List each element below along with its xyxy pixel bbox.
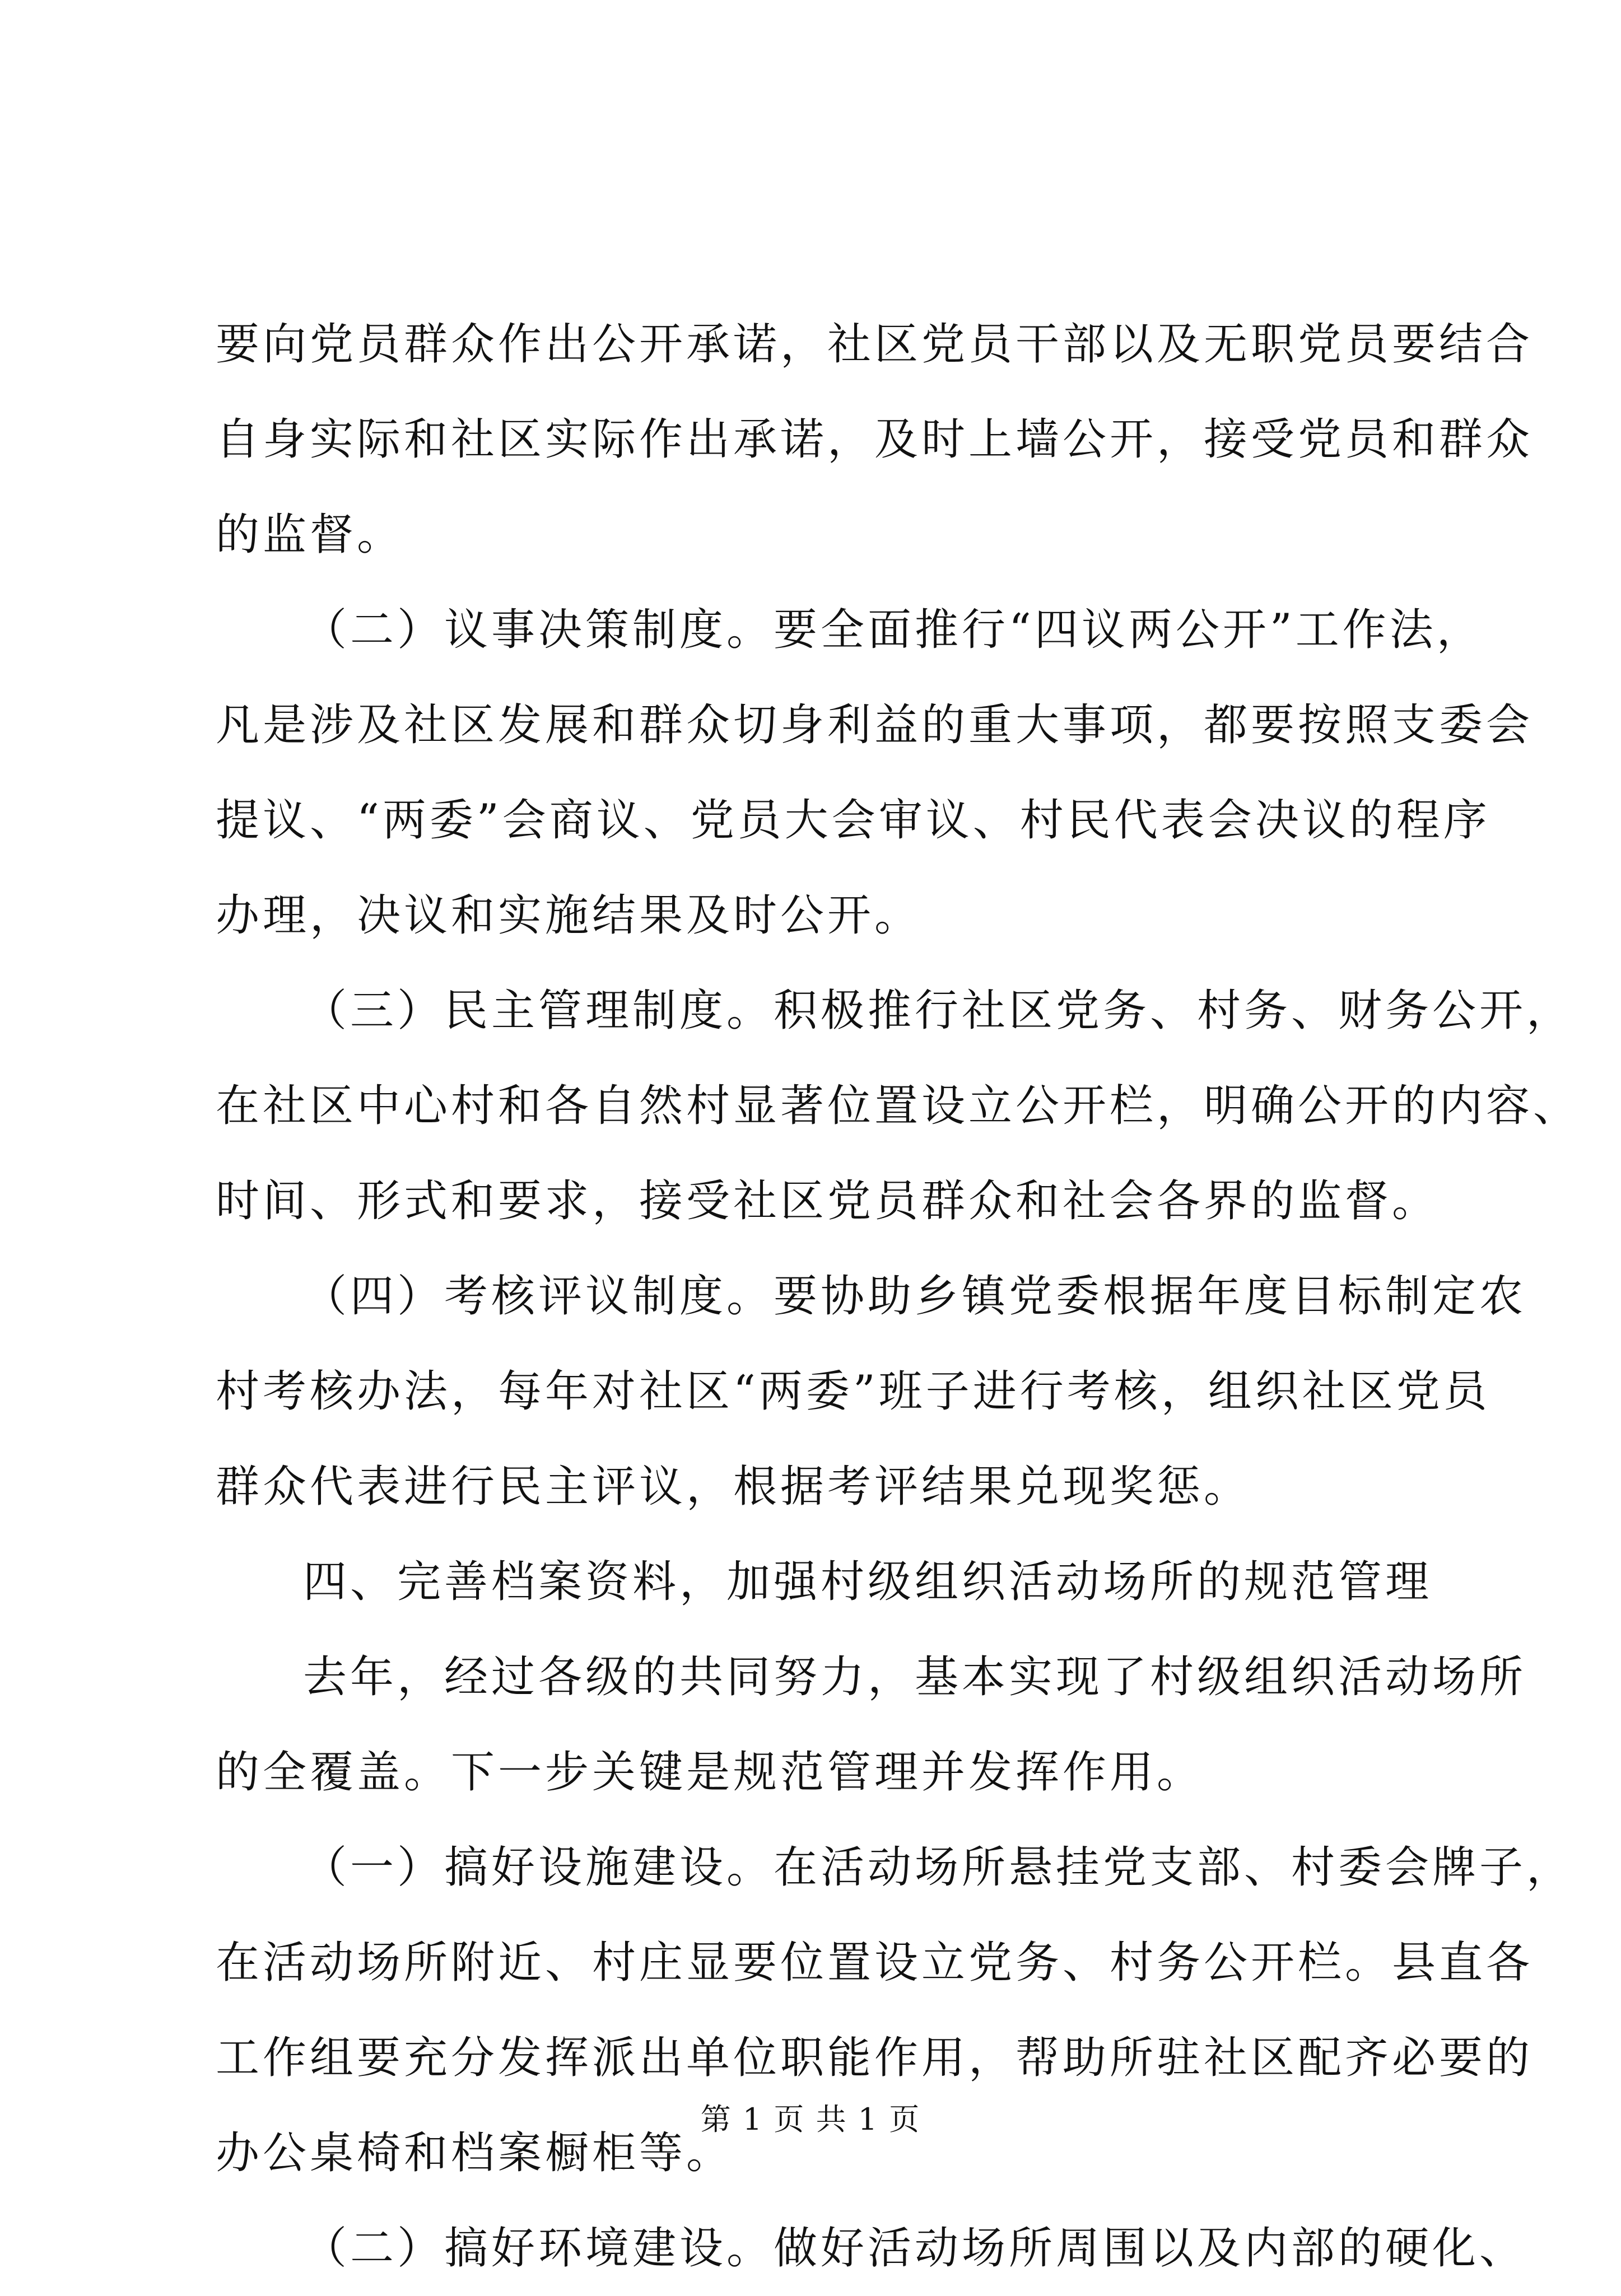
text-line: 在社区中心村和各自然村显著位置设立公开栏，明确公开的内容、 xyxy=(216,1081,1581,1131)
text-line: 要向党员群众作出公开承诺，社区党员干部以及无职党员要结合 xyxy=(216,319,1534,370)
text-line: 的全覆盖。下一步关键是规范管理并发挥作用。 xyxy=(216,1747,1204,1798)
text-line: 村考核办法，每年对社区“两委”班子进行考核，组织社区党员 xyxy=(216,1366,1490,1417)
text-line: 的监督。 xyxy=(216,510,404,560)
section-heading: 四、完善档案资料，加强村级组织活动场所的规范管理 xyxy=(303,1557,1433,1607)
text-line: 办理，决议和实施结果及时公开。 xyxy=(216,890,922,941)
text-line: 凡是涉及社区发展和群众切身利益的重大事项，都要按照支委会 xyxy=(216,700,1534,750)
text-line: 自身实际和社区实际作出承诺，及时上墙公开，接受党员和群众 xyxy=(216,414,1534,465)
text-line: （四）考核评议制度。要协助乡镇党委根据年度目标制定农 xyxy=(303,1271,1527,1322)
text-line: 去年，经过各级的共同努力，基本实现了村级组织活动场所 xyxy=(303,1652,1527,1702)
text-line: 时间、形式和要求，接受社区党员群众和社会各界的监督。 xyxy=(216,1176,1440,1226)
text-line: 在活动场所附近、村庄显要位置设立党务、村务公开栏。县直各 xyxy=(216,1938,1534,1988)
text-line: （一）搞好设施建设。在活动场所悬挂党支部、村委会牌子， xyxy=(303,1842,1574,1893)
page-footer: 第 1 页 共 1 页 xyxy=(700,2102,921,2137)
text-line: 提议、“两委”会商议、党员大会审议、村民代表会决议的程序 xyxy=(216,795,1490,846)
text-line: 群众代表进行民主评议，根据考评结果兑现奖惩。 xyxy=(216,1462,1251,1512)
text-line: 办公桌椅和档案橱柜等。 xyxy=(216,2128,734,2178)
text-line: （二）搞好环境建设。做好活动场所周围以及内部的硬化、 xyxy=(303,2223,1527,2274)
text-line: 工作组要充分发挥派出单位职能作用，帮助所驻社区配齐必要的 xyxy=(216,2033,1534,2083)
text-line: （二）议事决策制度。要全面推行“四议两公开”工作法， xyxy=(303,605,1484,655)
text-line: （三）民主管理制度。积极推行社区党务、村务、财务公开， xyxy=(303,986,1574,1036)
body-text xyxy=(216,297,1581,2296)
